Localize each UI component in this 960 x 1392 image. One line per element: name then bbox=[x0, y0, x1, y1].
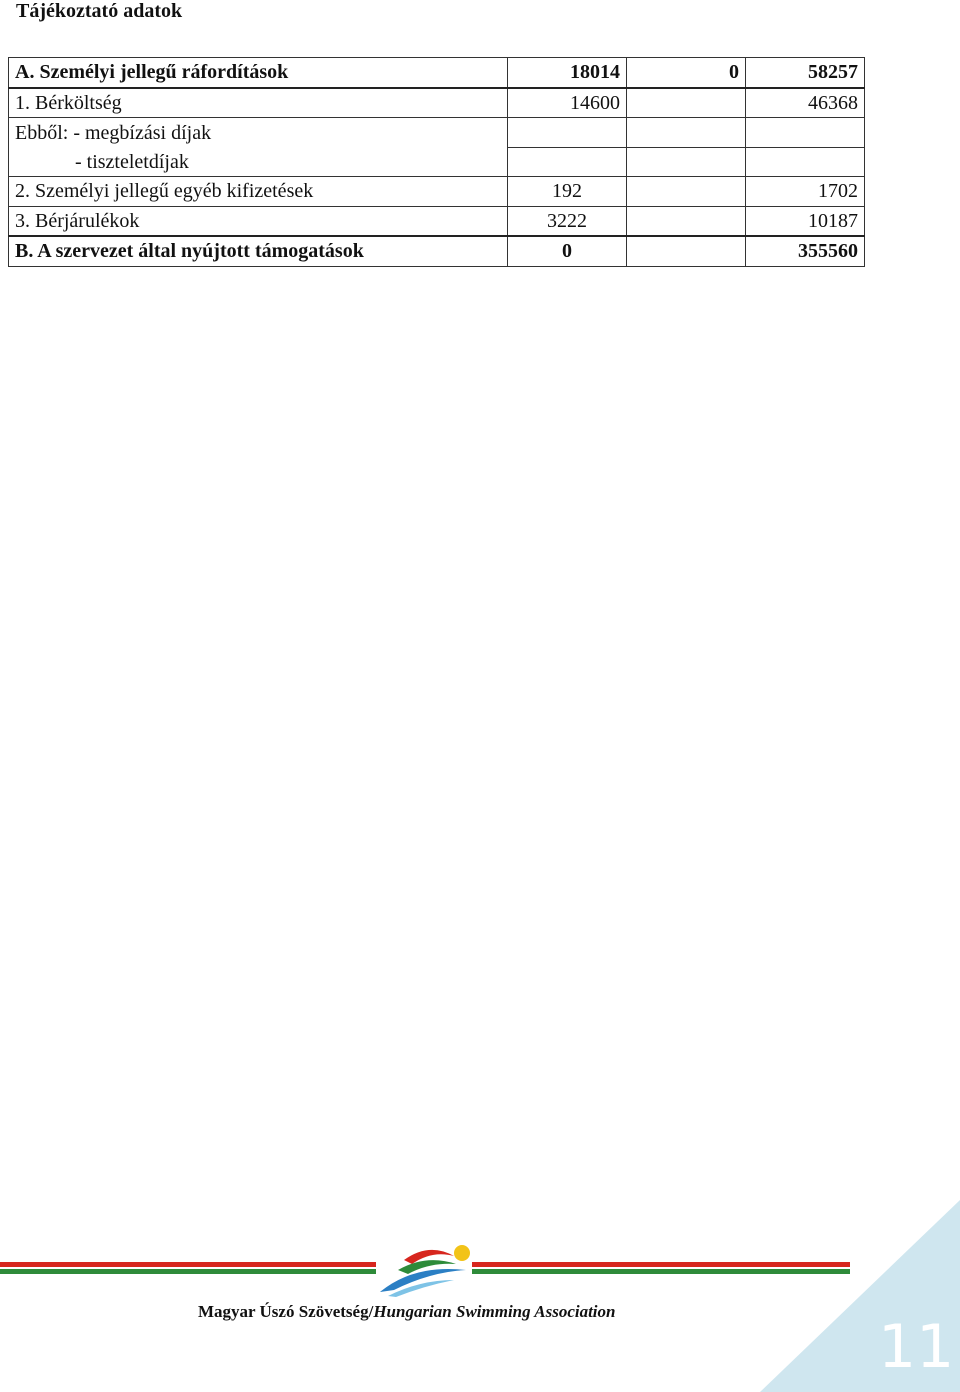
footer-organization bbox=[198, 1302, 616, 1322]
table-row bbox=[9, 206, 865, 236]
cell-value: 0 bbox=[508, 236, 627, 266]
table-row bbox=[9, 177, 865, 207]
cell-value: 18014 bbox=[508, 58, 627, 88]
cell-value: 10187 bbox=[746, 206, 865, 236]
cell-value bbox=[508, 147, 627, 177]
row-label: A. Személyi jellegű ráfordítások bbox=[9, 58, 508, 88]
cell-value: 355560 bbox=[746, 236, 865, 266]
cell-value bbox=[627, 177, 746, 207]
table-row bbox=[9, 236, 865, 266]
row-label: 3. Bérjárulékok bbox=[9, 206, 508, 236]
flag-stripe-left bbox=[0, 1262, 376, 1278]
page-number: 11 bbox=[878, 1312, 955, 1382]
cell-value: 14600 bbox=[508, 88, 627, 118]
row-label: B. A szervezet által nyújtott támogatások bbox=[9, 236, 508, 266]
page-heading: Tájékoztató adatok bbox=[16, 0, 183, 22]
cell-value bbox=[746, 147, 865, 177]
cell-value: 192 bbox=[508, 177, 627, 207]
cell-value: 46368 bbox=[746, 88, 865, 118]
cell-value bbox=[508, 118, 627, 148]
cell-value: 58257 bbox=[746, 58, 865, 88]
footer-org-en: Hungarian Swimming Association bbox=[373, 1302, 616, 1321]
cell-value bbox=[627, 236, 746, 266]
cell-value bbox=[627, 147, 746, 177]
table-row bbox=[9, 58, 865, 88]
row-label: Ebből: - megbízási díjak bbox=[9, 118, 508, 148]
row-label: 2. Személyi jellegű egyéb kifizetések bbox=[9, 177, 508, 207]
cell-value bbox=[746, 118, 865, 148]
cell-value: 1702 bbox=[746, 177, 865, 207]
cell-value bbox=[627, 118, 746, 148]
table-row bbox=[9, 147, 865, 177]
row-label: - tiszteletdíjak bbox=[9, 147, 508, 177]
table-row bbox=[9, 88, 865, 118]
row-label: 1. Bérköltség bbox=[9, 88, 508, 118]
cell-value: 0 bbox=[627, 58, 746, 88]
cell-value bbox=[627, 88, 746, 118]
cell-value bbox=[627, 206, 746, 236]
footer-org-hu: Magyar Úszó Szövetség/ bbox=[198, 1302, 374, 1321]
cell-value: 3222 bbox=[508, 206, 627, 236]
table-row bbox=[9, 118, 865, 148]
financial-table bbox=[8, 57, 865, 267]
swimmer-logo-icon bbox=[374, 1240, 474, 1298]
